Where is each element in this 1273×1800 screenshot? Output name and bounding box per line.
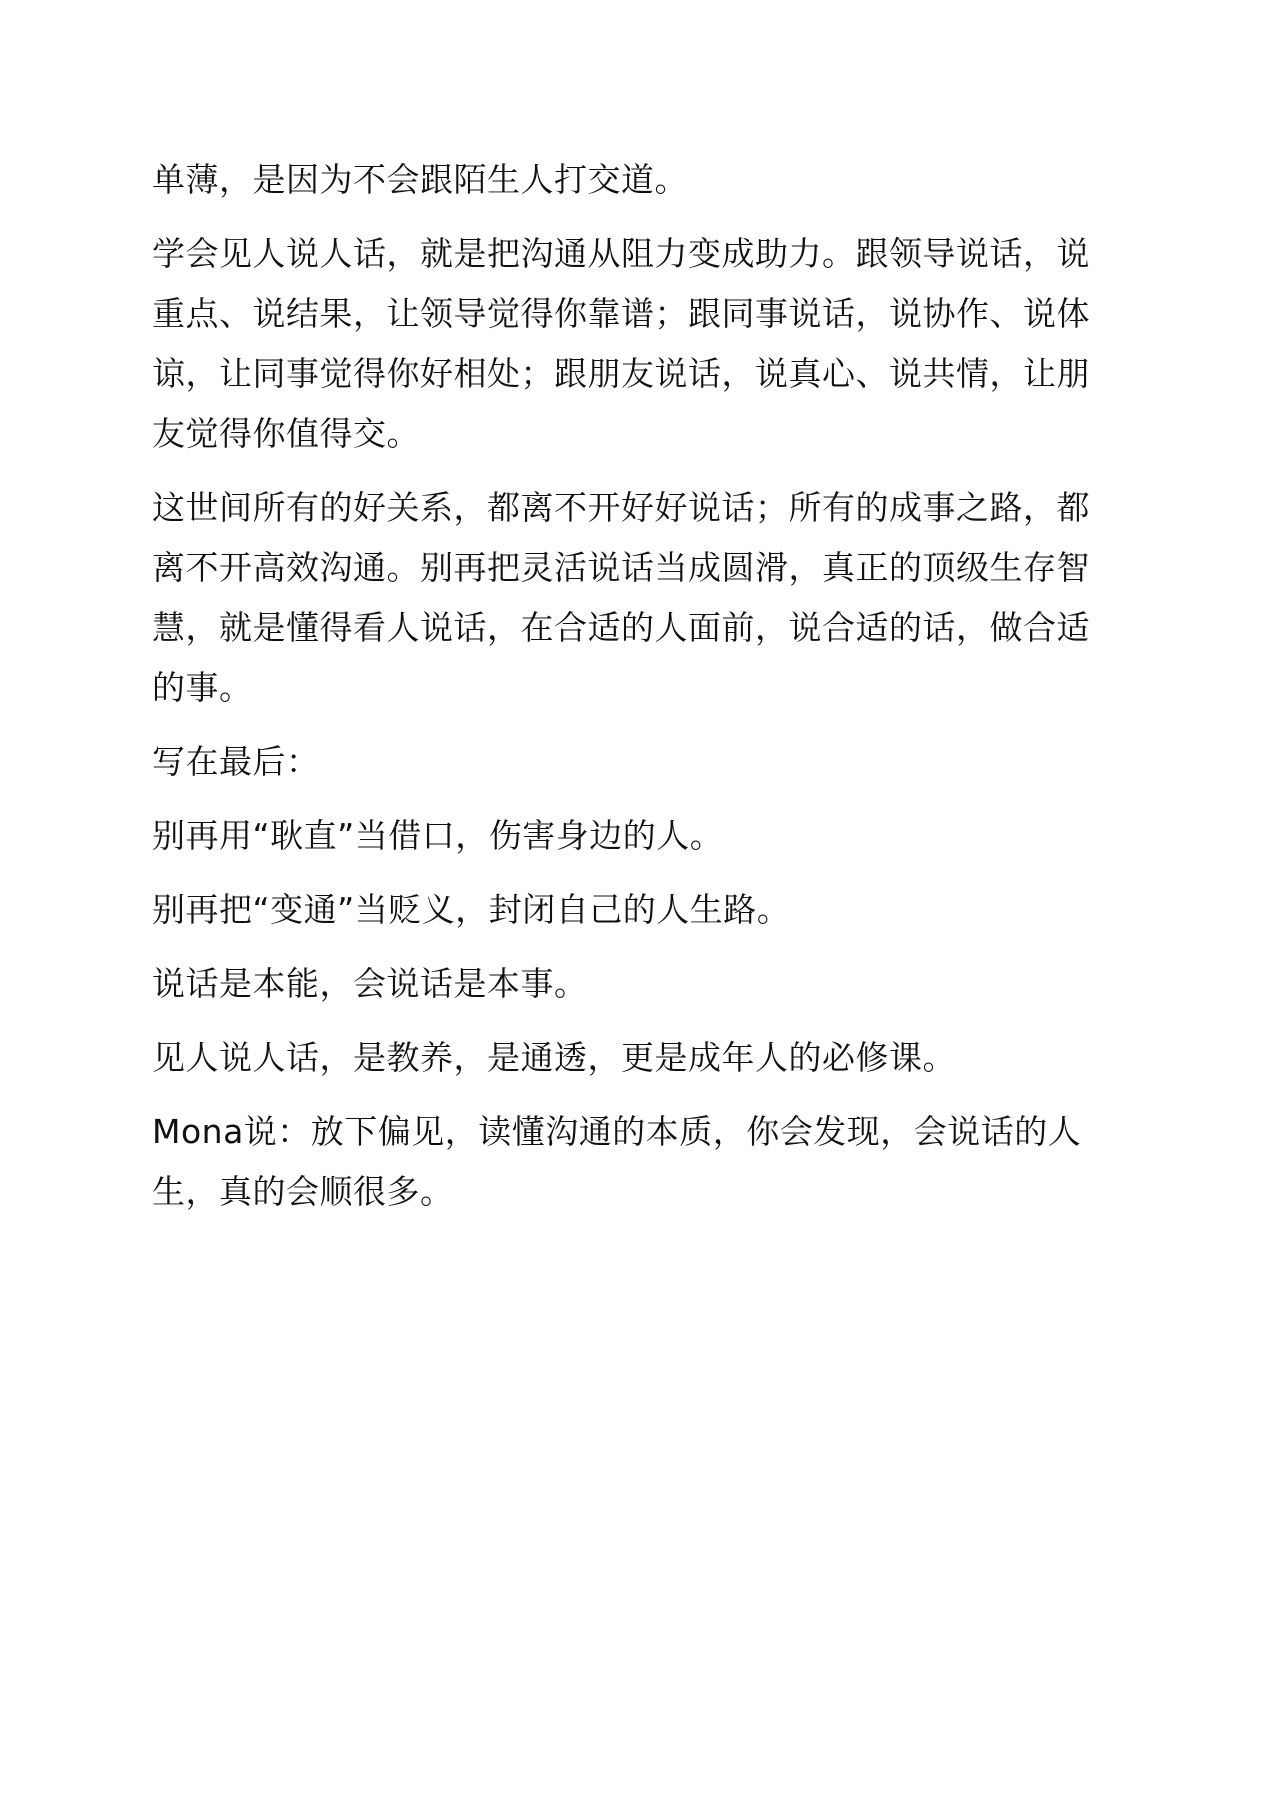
paragraph-3: 这世间所有的好关系，都离不开好好说话；所有的成事之路，都离不开高效沟通。别再把灵活说话当成圆滑，真正的顶级生存智慧，就是懂得看人说话，在合适的人面前，说合适的话，做合适的事。 — [152, 488, 1090, 707]
paragraph-9: Mona说：放下偏见，读懂沟通的本质，你会发现，会说话的人生，真的会顺很多。 — [152, 1112, 1082, 1211]
document-body — [152, 150, 1122, 1236]
paragraph-8: 见人说人话，是教养，是通透，更是成年人的必修课。 — [152, 1038, 956, 1077]
paragraph-2: 学会见人说人话，就是把沟通从阻力变成助力。跟领导说话，说重点、说结果，让领导觉得你靠谱；跟同事说话，说协作、说体谅，让同事觉得你好相处；跟朋友说话，说真心、说共情，让朋友觉得你值得交。 — [152, 234, 1090, 453]
paragraph-7: 说话是本能，会说话是本事。 — [152, 964, 588, 1003]
paragraph-1: 单薄，是因为不会跟陌生人打交道。 — [152, 160, 688, 199]
paragraph-6: 别再把“变通”当贬义，封闭自己的人生路。 — [152, 890, 791, 929]
paragraph-5: 别再用“耿直”当借口，伤害身边的人。 — [152, 816, 724, 855]
paragraph-4: 写在最后： — [152, 742, 320, 781]
